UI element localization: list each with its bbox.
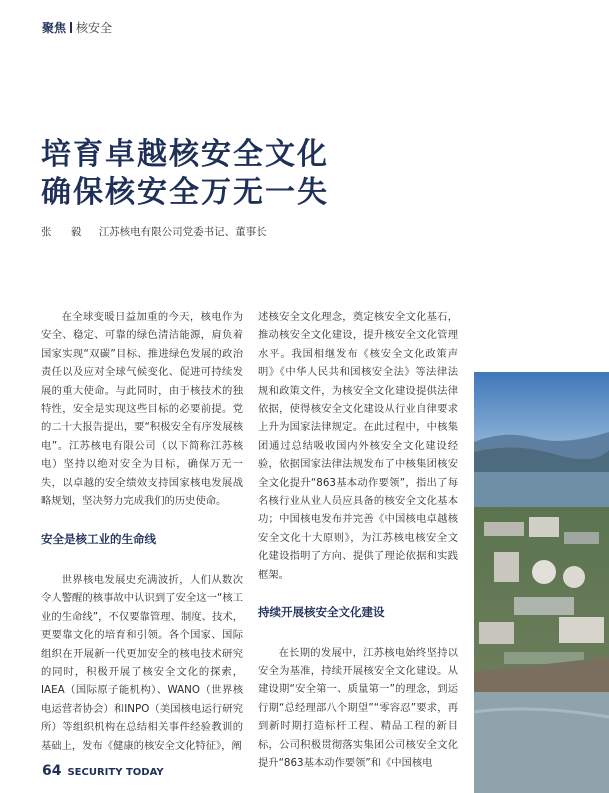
body-paragraph-2: 述核安全文化理念，奠定核安全文化基石，推动核安全文化建设，提升核安全文化管理水平。我国相继发布《核安全文化政策声明》《中华人民共和国核安全法》等法律法规和政策文件，为核安全文化建设提供法律依据，使得核安全文化建设从行业自律要求上升为国家法律规定。在此过程中，中核集团通过总结吸收国内外核安全文化建设经验，依据国家法律法规发布了中核集团核安全文化提升“863基本动作要领”，指出了每名核行业从业人员应具备的核安全文化基本功；中国核电发布并完善《中国核电卓越核安全文化十大原则》，为江苏核电核安全文化建设指明了方向、提供了理论依据和实践框架。 bbox=[258, 311, 458, 581]
author-byline bbox=[41, 224, 267, 239]
magazine-name: SECURITY TODAY bbox=[67, 767, 164, 778]
article-title bbox=[41, 136, 329, 212]
text-column-left bbox=[41, 308, 243, 755]
section-header bbox=[42, 19, 112, 36]
section-divider bbox=[70, 22, 72, 33]
section-heading-2: 持续开展核安全文化建设 bbox=[258, 605, 385, 620]
page-footer bbox=[42, 763, 164, 779]
title-line-1: 培育卓越核安全文化 bbox=[41, 137, 329, 172]
author-name: 张 毅 bbox=[41, 226, 90, 238]
author-affiliation: 江苏核电有限公司党委书记、董事长 bbox=[98, 226, 267, 238]
section-label: 聚焦 bbox=[42, 21, 67, 35]
subsection-label: 核安全 bbox=[76, 21, 113, 35]
section-heading-1: 安全是核工业的生命线 bbox=[41, 532, 156, 547]
body-paragraph-1: 世界核电发展史充满波折，人们从数次令人警醒的核事故中认识到了安全这一“核工业的生命线”，不仅要靠管理、制度、技术，更要靠文化的培育和引领。各个国家、国际组织在开展新一代更加安全的核电技术研究的同时，积极开展了核安全文化的探索，IAEA（国际原子能机构）、WANO（世界核电运营者协会）和INPO（美国核电运行研究所）等组织机构在总结相关事件经验教训的基础上，发布《健康的核安全文化特征》，阐 bbox=[41, 573, 243, 752]
body-paragraph-3: 在长期的发展中，江苏核电始终坚持以安全为基准，持续开展核安全文化建设。从建设期“安全第一、质量第一”的理念，到运行期“总经理部八个期望”“零容忍”要求，再到新时期打造标杆工程、精品工程的新目标，公司积极贯彻落实集团公司核安全文化提升“863基本动作要领”和《中国核电 bbox=[258, 646, 458, 769]
text-column-middle bbox=[258, 308, 458, 772]
page-number: 64 bbox=[42, 763, 62, 779]
intro-paragraph: 在全球变暖日益加重的今天，核电作为安全、稳定、可靠的绿色清洁能源，肩负着国家实现“双碳”目标、推进绿色发展的政治责任以及应对全球气候变化、促进可持续发展的重大使命。与此同时，由于核技术的独特性，安全是实现这些目标的必要前提。党的二十大报告提出，要“积极安全有序发展核电”。江苏核电有限公司（以下简称江苏核电）坚持以绝对安全为目标，确保万无一失，以卓越的安全绩效支持国家核电发展战略规划，坚决努力完成我们的历史使命。 bbox=[41, 311, 243, 508]
nuclear-plant-aerial-photo bbox=[474, 372, 609, 793]
aerial-photo-image bbox=[474, 372, 609, 793]
title-line-2: 确保核安全万无一失 bbox=[41, 175, 329, 210]
